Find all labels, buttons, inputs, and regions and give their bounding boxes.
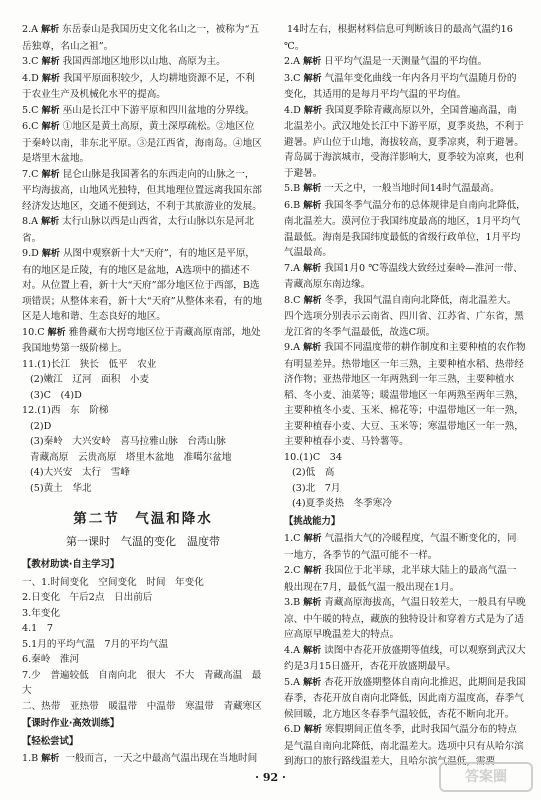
explanation-text: 我国夏季除青藏高原以外，全国普遍高温，南北温差小。武汉地处长江中下游平原，夏季炎热，不利于避暑。庐山位于山地，海拔较高，夏季凉爽，利于避暑。青岛属于海滨城市，受海洋影响大，夏季较为凉爽，也利于避暑。 xyxy=(284,104,524,179)
item-number: 8.C xyxy=(284,294,301,306)
explanation-text: 青藏高原海拔高，气温日较差大，一般具有早晚凉、中午暖的特点，藏族的独特设计和穿着方式是为了适应高原早晚温差大的特点。 xyxy=(284,597,526,640)
item-number: 10.C xyxy=(22,326,45,338)
explanation-item xyxy=(284,54,526,71)
answer-line: (3)北 7月 xyxy=(292,482,341,494)
explanation-text: 我国1月0 ℃等温线大致经过秦岭—淮河一带、青藏高原东南边缘。 xyxy=(284,262,523,290)
item-number: 4.A xyxy=(284,644,301,656)
explanation-label: 解析 xyxy=(47,327,66,338)
item-number: 3.B xyxy=(284,597,301,608)
explanation-item xyxy=(22,54,264,71)
explanation-label: 解析 xyxy=(303,295,322,306)
explanation-item xyxy=(284,198,526,261)
item-number: 1.C xyxy=(284,533,301,544)
explanation-text: ①地区是黄土高原，黄土深厚疏松。②地区位于秦岭以南，非东北平原。③是江西省，海南岛。④地区是塔里木盆地。 xyxy=(22,121,262,164)
explanation-text: 气温年变化曲线一年内各月平均气温随月份的变化，其适用的是每月平均气温的平均值。 xyxy=(284,72,517,100)
explanation-label: 解析 xyxy=(41,73,60,84)
left-explanations xyxy=(22,22,264,357)
item-number: 7.A xyxy=(284,262,301,274)
explanation-item xyxy=(284,71,526,103)
answer-line: (5)黄土 华北 xyxy=(30,482,92,494)
explanation-text: 杏花开放盛期整体自南向北推迟，此期间是我国春季，杏花开放自南向北降低，因此南方温度高，春季气候回暖，北方地区冬春季气温较低，杏花不断向北开。 xyxy=(284,676,526,720)
explanation-item xyxy=(22,167,264,215)
badge-textbook: 【教材助读·自主学习】 xyxy=(22,559,120,570)
answer-line: 4.1 7 xyxy=(22,623,53,634)
explanation-item xyxy=(284,181,526,198)
explanation-text: 一天之中，一般当地时间14时气温最高。 xyxy=(324,183,500,194)
answer-line: (4)大兴安 太行 雪峰 xyxy=(30,467,130,478)
explanation-item xyxy=(22,71,264,103)
answer-line: (4)夏季炎热 冬季寒冷 xyxy=(292,498,392,509)
explanation-label: 解析 xyxy=(303,200,322,211)
answer-line: 二、热带 亚热带 暖温带 中温带 寒温带 青藏寒区 xyxy=(22,700,262,712)
answer-line: 青藏高原 云贵高原 塔里木盆地 准噶尔盆地 xyxy=(30,451,232,463)
explanation-label: 解析 xyxy=(303,645,322,656)
explanation-item xyxy=(284,531,526,563)
item-number: 6.D xyxy=(284,724,301,735)
right-explanations xyxy=(284,22,526,450)
answer-line: (3)C (4)D xyxy=(30,389,82,401)
answer-line: 12.(1)西 东 阶梯 xyxy=(22,405,109,416)
item-number: 6.C xyxy=(22,121,39,132)
explanation-item xyxy=(22,119,264,167)
explanation-label: 解析 xyxy=(303,73,322,84)
explanation-text: 我国西部地区地形以山地、高原为主。 xyxy=(62,56,226,67)
answer-line: 2.日变化 午后2点 日出前后 xyxy=(22,592,153,603)
item-number: 3.C xyxy=(22,56,39,67)
explanation-text: 气温指大气的冷暖程度，气温不断变化的，同一地方，各季节的气温可能不一样。 xyxy=(284,533,517,561)
badge-challenge: 【挑战能力】 xyxy=(284,515,341,527)
answer-line: (3)秦岭 大兴安岭 喜马拉雅山脉 台湾山脉 xyxy=(30,436,226,447)
answer-line: 11.(1)长江 狭长 低平 农业 xyxy=(22,358,157,370)
answer-line: 一、1.时间变化 空间变化 时间 年变化 xyxy=(22,576,204,588)
explanation-label: 解析 xyxy=(303,598,322,608)
answer-line: 6.秦岭 淮河 xyxy=(22,654,80,665)
explanation-label: 解析 xyxy=(303,57,322,67)
explanation-label: 解析 xyxy=(303,343,322,353)
page-number: · 92 · xyxy=(255,771,286,784)
answer-line: 5.1月的平均气温 7月的平均气温 xyxy=(22,638,169,650)
item-number: 5.B xyxy=(284,183,301,194)
explanation-text: 巫山是长江中下游平原和四川盆地的分界线。 xyxy=(62,104,255,116)
item-number: 9.D xyxy=(22,248,39,259)
explanation-label: 解析 xyxy=(303,105,322,116)
explanation-text: 我国不同温度带的耕作制度和主要种植的农作物有明显差异。热带地区一年三熟，主要种植水稻、热带经济作物；亚热带地区一年两熟到一年三熟，主要种植水稻、冬小麦、油菜等；暖温带地区一年两熟至两年三熟，主要种植冬小麦、玉米、棉花等；中温带地区一年一熟，主要种植春小麦、大豆、玉米等；寒温带地区一年一熟，主要种植春小麦、马铃薯等。 xyxy=(284,342,526,447)
challenge-explanations xyxy=(284,531,526,770)
explanation-label: 解析 xyxy=(303,677,322,688)
explanation-text: 我国平原面积较少，人均耕地资源不足，不利于农业生产及机械化水平的提高。 xyxy=(22,72,255,100)
item-number: 4.D xyxy=(284,104,301,116)
item-number: 2.A xyxy=(22,24,39,35)
explanation-item xyxy=(284,340,526,450)
left-answers xyxy=(22,357,264,497)
explanation-item xyxy=(284,595,526,643)
right-answers xyxy=(284,450,526,512)
section-title: 第二节 气温和降水 xyxy=(73,511,213,527)
item-number: 2.A xyxy=(284,56,301,67)
explanation-label: 解析 xyxy=(303,725,322,735)
answer-line: 7.少 普遍较低 自南向北 很大 不大 青藏高温 最大 xyxy=(22,669,262,696)
left-column xyxy=(22,22,264,768)
badge-try: 【轻松尝试】 xyxy=(22,735,79,747)
item-number: 7.C xyxy=(22,168,39,180)
explanation-text: 东岳泰山是我国历史文化名山之一，被称为“五岳独尊，名山之祖”。 xyxy=(22,24,259,52)
explanation-item xyxy=(22,246,264,325)
explanation-text: 太行山脉以西是山西省，太行山脉以东是河北省。 xyxy=(22,216,255,244)
item-number: 2.C xyxy=(284,565,301,576)
explanation-item xyxy=(284,103,526,182)
explanation-text: 读图中杏花开放盛期等值线，可以观察到武汉大约是3月15日盛开，杏花开放盛期最早。 xyxy=(284,644,526,672)
explanation-item xyxy=(22,325,264,357)
answer-line: (2)低 高 xyxy=(292,467,335,478)
right-column xyxy=(284,22,526,770)
item-number: 5.C xyxy=(22,104,39,116)
explanation-text: 14时左右，根据材料信息可判断该日的最高气温约16 ℃。 xyxy=(284,24,513,52)
explanation-item xyxy=(284,563,526,595)
item-number: 8.A xyxy=(22,216,39,227)
explanation-item xyxy=(284,293,526,341)
last-explanation: 1.B 解析 一般而言，一天之中最高气温出现在当地时间 xyxy=(22,753,258,764)
explanation-text: 寒假期间正值冬季，此时我国气温分布的特点是气温自南向北降低，南北温差大。选项中只有从哈尔滨到海口的旅行路线温差大，且哈尔滨气温低，需要 xyxy=(284,724,524,767)
explanation-item xyxy=(284,643,526,675)
answer-line: 10.(1)C 34 xyxy=(284,451,342,463)
explanation-label: 解析 xyxy=(41,105,60,116)
explanation-item xyxy=(22,103,264,120)
explanation-text: 从图中观察新十大“天府”，有的地区是平原，有的地区是丘陵，有的地区是盆地，A选项中的描述不对。从位置上看，新十大“天府”部分地区位于西部，B选项错误；从整体来看，新十大“天府”从整体来看，有的地区是人地和谐、生态良好的地区。 xyxy=(22,248,263,322)
item-number: 9.A xyxy=(284,342,301,353)
item-number: 4.D xyxy=(22,72,39,84)
badge-homework: 【课时作业·高效训练】 xyxy=(22,718,120,729)
explanation-text: 日平均气温是一天测量气温的平均值。 xyxy=(324,56,488,67)
answer-line: 3.年变化 xyxy=(22,607,60,619)
answer-line: (2)D xyxy=(30,420,52,432)
explanation-label: 解析 xyxy=(41,249,60,259)
lesson-title: 第一课时 气温的变化 温度带 xyxy=(66,534,220,548)
explanation-item xyxy=(284,675,526,723)
explanation-text: 雅鲁藏布大拐弯地区位于青藏高原南部，地处我国地势第一级阶梯上。 xyxy=(22,326,261,354)
explanation-label: 解析 xyxy=(41,217,60,227)
explanation-item xyxy=(22,214,264,246)
item-number: 6.B xyxy=(284,199,301,211)
explanation-text: 昆仑山脉是我国著名的东西走向的山脉之一，平均海拔高，山地风光独特，但其地理位置远离我国东部经济发达地区，交通不便到达，不利于其旅游业的发展。 xyxy=(22,168,262,212)
explanation-item xyxy=(284,261,526,293)
explanation-label: 解析 xyxy=(303,263,322,274)
item-number: 5.A xyxy=(284,676,301,688)
watermark-logo: 答案圈 xyxy=(439,762,533,792)
explanation-label: 解析 xyxy=(41,57,60,67)
explanation-text: 冬季，我国气温自南向北降低，南北温差大。四个选项分别表示云南省、四川省、江苏省、广东省，黑龙江省的冬季气温最低，故选C项。 xyxy=(284,294,524,338)
item-number: 3.C xyxy=(284,72,301,84)
answer-line: (2)嫩江 辽河 面积 小麦 xyxy=(30,374,150,385)
explanation-label: 解析 xyxy=(303,566,322,576)
explanation-label: 解析 xyxy=(303,184,322,194)
explanation-label: 解析 xyxy=(41,122,60,132)
explanation-label: 解析 xyxy=(41,25,60,35)
explanation-label: 解析 xyxy=(41,169,60,180)
study-answers xyxy=(22,575,264,715)
explanation-item xyxy=(22,22,264,54)
explanation-text: 我国位于北半球，北半球大陆上的最高气温一般出现在7月，最低气温一般出现在1月。 xyxy=(284,565,517,593)
explanation-text: 我国冬季气温分布的总体规律是自南向北降低，南北温差大。漠河位于我国纬度最高的地区，1月平均气温最低。海南是我国纬度最低的省级行政单位，1月平均气温最高。 xyxy=(284,199,526,258)
explanation-label: 解析 xyxy=(303,534,322,544)
explanation-item xyxy=(284,22,526,54)
